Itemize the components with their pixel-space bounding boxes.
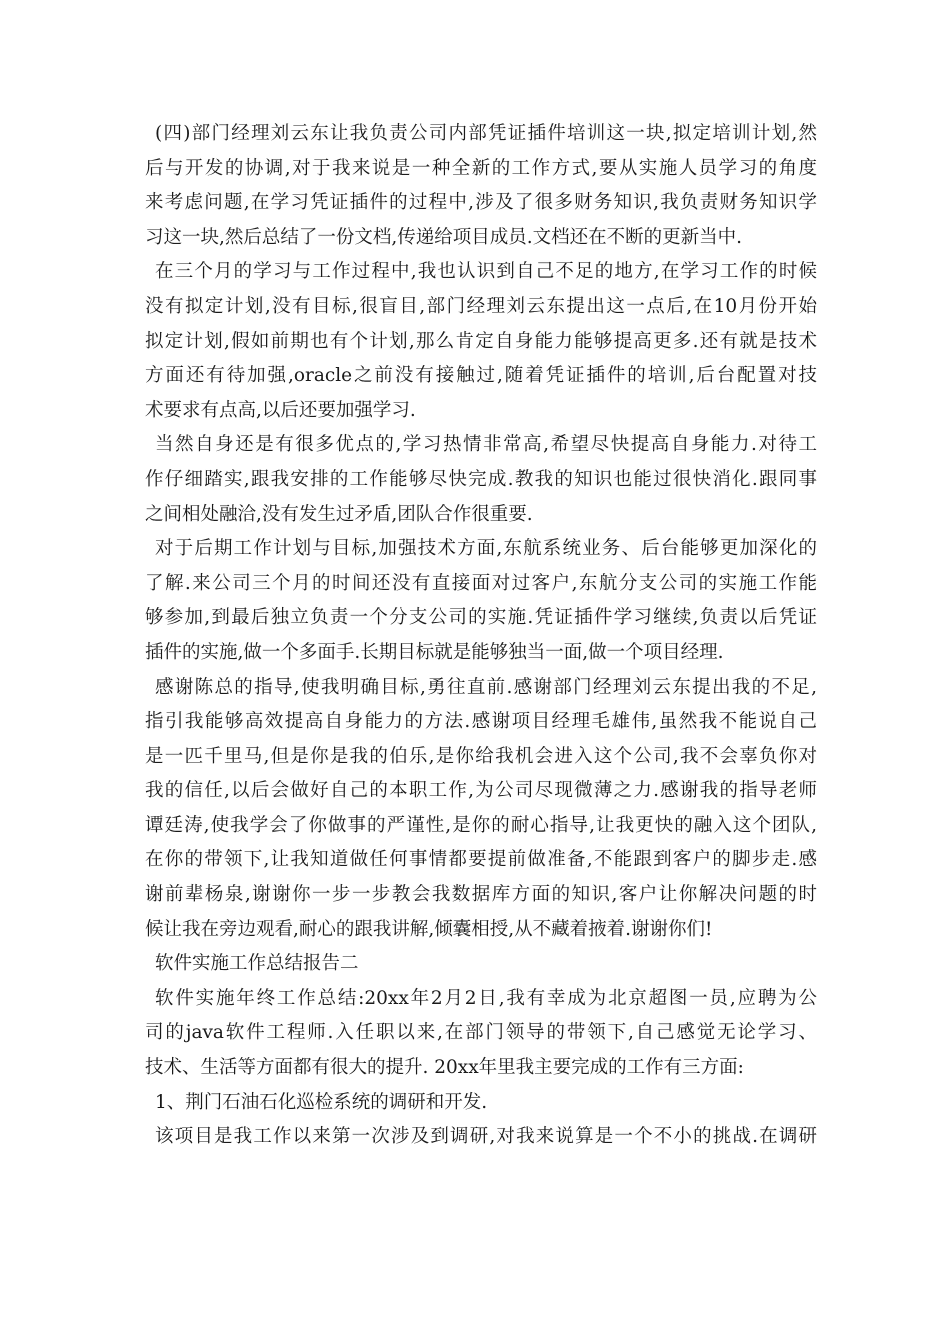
text-line-content: 对于后期工作计划与目标,加强技术方面,东航系统业务、后台能够更加深化的 [155,538,817,560]
text-line-content: 司的java软件工程师.入任职以来,在部门领导的带领下,自己感觉无论学习、 [145,1022,817,1044]
text-line [145,774,817,809]
text-line [145,1016,817,1051]
text-line [145,290,817,325]
text-line-content: 方面还有待加强,oracle之前没有接触过,随着凭证插件的培训,后台配置对技 [145,365,817,387]
text-line [145,982,817,1017]
text-line-content: 候让我在旁边观看,耐心的跟我讲解,倾囊相授,从不藏着掖着.谢谢你们! [145,918,713,940]
text-line-content: 谭廷涛,使我学会了你做事的严谨性,是你的耐心指导,让我更快的融入这个团队, [145,814,817,836]
text-line-content: 该项目是我工作以来第一次涉及到调研,对我来说算是一个不小的挑战.在调研 [155,1126,817,1148]
text-line-content: 拟定计划,假如前期也有个计划,那么肯定自身能力能够提高更多.还有就是技术 [145,330,817,352]
text-line-content: 技术、生活等方面都有很大的提升. 20xx年里我主要完成的工作有三方面: [145,1057,744,1079]
text-line-content: 术要求有点高,以后还要加强学习. [145,399,416,421]
text-line-content: 后与开发的协调,对于我来说是一种全新的工作方式,要从实施人员学习的角度 [145,157,817,179]
text-line [145,878,817,913]
text-line-content: 感谢陈总的指导,使我明确目标,勇往直前.感谢部门经理刘云东提出我的不足, [155,676,817,698]
text-line-content: 是一匹千里马,但是你是我的伯乐,是你给我机会进入这个公司,我不会辜负你对 [145,745,817,767]
text-line [145,740,817,775]
text-line [145,636,817,671]
text-line [145,186,817,221]
text-line [145,532,817,567]
text-line-content: 软件实施年终工作总结:20xx年2月2日,我有幸成为北京超图一员,应聘为公 [155,987,817,1009]
text-line [145,843,817,878]
text-line [145,221,817,256]
text-line [145,117,817,152]
text-line [145,498,817,533]
text-line-content: (四)部门经理刘云东让我负责公司内部凭证插件培训这一块,拟定培训计划,然 [155,123,817,144]
text-line [145,567,817,602]
document-body [145,117,817,1155]
text-line [145,1120,817,1155]
text-line-content: 指引我能够高效提高自身能力的方法.感谢项目经理毛雄伟,虽然我不能说自己 [145,711,817,733]
text-line-content: 软件实施工作总结报告二 [155,953,359,975]
text-line-content: 够参加,到最后独立负责一个分支公司的实施.凭证插件学习继续,负责以后凭证 [145,607,817,629]
text-line-content: 当然自身还是有很多优点的,学习热情非常高,希望尽快提高自身能力.对待工 [155,434,817,456]
text-line [145,255,817,290]
text-line-content: 谢前辈杨泉,谢谢你一步一步教会我数据库方面的知识,客户让你解决问题的时 [145,884,817,906]
text-line [145,463,817,498]
text-line [145,1051,817,1086]
text-line [145,947,817,982]
text-line-content: 来考虑问题,在学习凭证插件的过程中,涉及了很多财务知识,我负责财务知识学 [145,192,817,214]
text-line-content: 作仔细踏实,跟我安排的工作能够尽快完成.教我的知识也能过很快消化.跟同事 [145,468,817,490]
text-line-content: 了解.来公司三个月的时间还没有直接面对过客户,东航分支公司的实施工作能 [145,572,817,594]
text-line [145,671,817,706]
text-line [145,152,817,187]
text-line-content: 之间相处融洽,没有发生过矛盾,团队合作很重要. [145,503,533,525]
text-line [145,359,817,394]
text-line [145,325,817,360]
text-line [145,601,817,636]
text-line-content: 我的信任,以后会做好自己的本职工作,为公司尽现微薄之力.感谢我的指导老师 [145,780,817,802]
text-line [145,809,817,844]
text-line [145,394,817,429]
text-line [145,705,817,740]
text-line-content: 插件的实施,做一个多面手.长期目标就是能够独当一面,做一个项目经理. [145,641,724,663]
text-line-content: 在你的带领下,让我知道做任何事情都要提前做准备,不能跟到客户的脚步走.感 [145,849,817,871]
text-line [145,428,817,463]
text-line-content: 1、荆门石油石化巡检系统的调研和开发. [155,1091,488,1113]
text-line [145,913,817,948]
text-line-content: 在三个月的学习与工作过程中,我也认识到自己不足的地方,在学习工作的时候 [155,261,817,283]
text-line-content: 习这一块,然后总结了一份文档,传递给项目成员.文档还在不断的更新当中. [145,226,743,248]
text-line-content: 没有拟定计划,没有目标,很盲目,部门经理刘云东提出这一点后,在10月份开始 [145,295,817,317]
text-line [145,1086,817,1121]
